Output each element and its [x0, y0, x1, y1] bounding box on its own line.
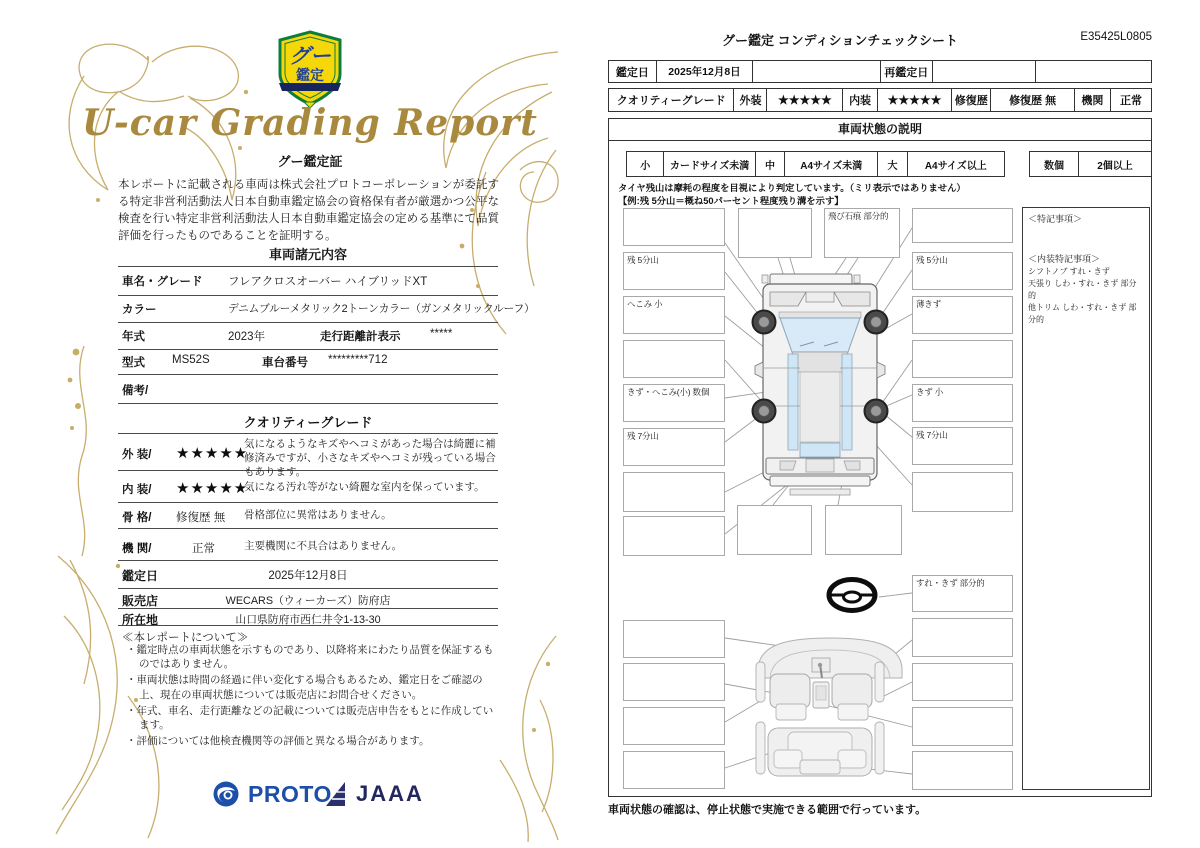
interior-note-line: 天張り しわ・すれ・きず 部分的	[1028, 279, 1137, 300]
certification-paragraph: 本レポートに記載される車両は株式会社プロトコーポレーションが委託する特定非営利活動法人日本自動車鑑定協会の資格保有者が厳選かつ公平な検査を行い特定非営利活動法人日本自動車鑑定協会の定める基準にて品質評価を行ったものであることを証明する。	[118, 179, 499, 243]
grade-engine-label: 機 関/	[122, 543, 152, 555]
spec-value-vin: *********712	[328, 354, 388, 366]
grade-engine-desc: 主要機関に不具合はありません。	[244, 540, 403, 552]
badge-line1: グー	[289, 45, 331, 68]
dealer-value: WECARS（ウィーカーズ）防府店	[225, 595, 391, 607]
empty-cell	[753, 61, 880, 82]
damage-label-left-4	[623, 340, 725, 378]
engine-value-cell: 正常	[1119, 95, 1142, 107]
count-label: 数個	[1030, 152, 1079, 176]
damage-label-right-7	[912, 472, 1013, 512]
interior-label-left-4	[623, 751, 725, 789]
proto-logo	[212, 780, 332, 808]
damage-label-mid-1	[737, 505, 812, 555]
damage-label-left-1	[623, 208, 725, 246]
checksheet-code: E35425L0805	[1080, 31, 1152, 43]
dealer-label: 販売店	[122, 594, 159, 608]
quality-grade-table	[608, 88, 1152, 112]
globe-icon	[212, 780, 240, 808]
interior-note-line: 他トリム しわ・すれ・きず 部分的	[1028, 303, 1137, 324]
special-notes-blank	[1028, 227, 1144, 253]
interior-label-right-4	[912, 751, 1013, 790]
address-value: 山口県防府市西仁井令1-13-30	[235, 614, 381, 626]
exterior-label-cell: 外装	[734, 89, 767, 111]
divider-line	[118, 349, 498, 350]
interior-label-left-3	[623, 707, 725, 745]
spec-label-remarks: 備考/	[122, 385, 149, 397]
interior-label-right-2	[912, 663, 1013, 701]
jaaa-triangle-icon	[324, 780, 348, 808]
grade-interior-desc: 気になる汚れ等がない綺麗な室内を保っています。	[244, 481, 485, 493]
damage-label-right-2: 残 5分山	[912, 252, 1013, 290]
spec-label-odometer: 走行距離計表示	[320, 331, 401, 343]
grade-exterior-desc: 気になるようなキズやヘコミがあった場合は綺麗に補修済みですが、小さなキズやヘコミが残っている場合もあります。	[244, 438, 496, 478]
count-value: 2個以上	[1097, 160, 1133, 172]
damage-label-right-4	[912, 340, 1013, 378]
size-large-value: A4サイズ以上	[924, 160, 987, 172]
size-small-value: カードサイズ未満	[664, 152, 755, 176]
engine-label-cell: 機関	[1075, 89, 1111, 111]
damage-label-right-1	[912, 208, 1013, 243]
divider-line	[118, 608, 498, 609]
size-medium-label: 中	[756, 152, 785, 176]
special-notes-panel	[1022, 207, 1150, 790]
inspection-date-value: 2025年12月8日	[268, 570, 348, 582]
spec-value-model: フレアクロスオーバー ハイブリッドXT	[228, 276, 428, 288]
damage-label-top-2: 飛び石痕 部分的	[824, 208, 900, 258]
spec-label-year: 年式	[122, 331, 145, 343]
empty-cell	[933, 61, 1036, 82]
grade-section-title: クオリティーグレード	[243, 415, 373, 430]
damage-label-left-5: きず・へこみ(小) 数個	[623, 384, 725, 422]
tire-note-line1: タイヤ残山は摩耗の程度を目視により判定しています。（ミリ表示ではありません）	[618, 183, 966, 193]
damage-label-left-3: へこみ 小	[623, 296, 725, 334]
spec-value-type: MS52S	[172, 354, 210, 366]
steering-wheel-icon	[829, 580, 875, 611]
about-bullet: ・車両状態は時間の経過に伴い変化する場合もあるため、鑑定日をご確認の上、現在の車両状態については販売店にお問合せください。	[126, 675, 483, 701]
divider-line	[118, 560, 498, 561]
damage-label-left-8	[623, 516, 725, 556]
spec-value-year: 2023年	[228, 331, 266, 343]
damage-label-top-1	[738, 208, 812, 258]
interior-label-left-2	[623, 663, 725, 701]
grade-frame-desc: 骨格部位に異常はありません。	[244, 509, 392, 521]
grade-interior-stars: ★★★★★	[176, 480, 249, 497]
checksheet-title: グー鑑定 コンディションチェックシート	[722, 33, 958, 48]
repair-label-cell: 修復歴	[952, 89, 991, 111]
about-bullet: ・年式、車名、走行距離などの記載については販売店申告をもとに作成しています。	[126, 705, 494, 731]
divider-line	[118, 322, 498, 323]
date-label-cell: 鑑定日	[609, 61, 657, 82]
redate-label-cell: 再鑑定日	[881, 61, 934, 82]
damage-label-left-6: 残 7分山	[623, 428, 725, 466]
address-label: 所在地	[122, 613, 159, 627]
date-table	[608, 60, 1152, 83]
proto-logo-text: PROTO	[248, 780, 332, 807]
jaaa-logo-text: JAAA	[356, 781, 424, 806]
divider-line	[118, 403, 498, 404]
grade-frame-value: 修復歴 無	[176, 512, 226, 524]
interior-label-right-3	[912, 707, 1013, 746]
interior-label-cell: 内装	[843, 89, 878, 111]
exterior-stars-cell: ★★★★★	[767, 89, 843, 111]
spec-value-odometer: *****	[430, 328, 453, 340]
spec-label-vin: 車台番号	[262, 357, 308, 369]
damage-label-left-2: 残 5分山	[623, 252, 725, 290]
steering-damage-label: すれ・きず 部分的	[912, 575, 1013, 612]
car-top-view-diagram	[753, 274, 888, 495]
about-bullet: ・評価については他検査機関等の評価と異なる場合があります。	[126, 736, 430, 748]
spec-label-model: 車名・グレード	[122, 276, 203, 288]
condition-section-title: 車両状態の説明	[608, 118, 1152, 141]
divider-line	[118, 295, 498, 296]
about-bullet: ・鑑定時点の車両状態を示すものであり、以降将来にわたり品質を保証するものではありません。	[126, 645, 494, 671]
grade-title-cell: クオリティーグレード	[609, 89, 734, 111]
damage-label-right-5: きず 小	[912, 384, 1013, 422]
divider-line	[118, 528, 498, 529]
spec-label-type: 型式	[122, 357, 145, 369]
interior-note-line: シフトノブ すれ・きず	[1028, 267, 1110, 276]
car-interior-diagram	[756, 638, 902, 776]
damage-label-right-3: 薄きず	[912, 296, 1013, 334]
grade-engine-value: 正常	[192, 543, 215, 555]
empty-cell	[1036, 61, 1151, 82]
size-small-label: 小	[627, 152, 664, 176]
interior-label-right-1	[912, 618, 1013, 657]
grade-interior-label: 内 装/	[122, 484, 152, 496]
grade-frame-label: 骨 格/	[122, 512, 152, 524]
damage-label-right-6: 残 7分山	[912, 427, 1013, 465]
divider-line	[118, 502, 498, 503]
report-title: U-car Grading Report	[82, 102, 538, 144]
about-bullets	[126, 644, 500, 751]
spec-label-color: カラー	[122, 304, 157, 316]
tire-note-line2: 【例:残 5分山＝概ね50パーセント程度残り溝を示す】	[618, 195, 844, 206]
grade-exterior-stars: ★★★★★	[176, 445, 249, 462]
about-title: ≪本レポートについて≫	[122, 632, 249, 644]
damage-label-mid-2	[825, 505, 902, 555]
divider-line	[118, 266, 498, 267]
divider-line	[118, 433, 498, 434]
jaaa-logo	[324, 780, 424, 808]
damage-label-left-7	[623, 472, 725, 512]
divider-line	[118, 588, 498, 589]
interior-stars-cell: ★★★★★	[878, 89, 952, 111]
spec-value-color: デニムブルーメタリック2トーンカラー（ガンメタリックルーフ）	[228, 303, 535, 315]
spec-section-title: 車両諸元内容	[268, 247, 347, 262]
size-medium-value: A4サイズ未満	[785, 152, 878, 176]
checksheet-footer-note: 車両状態の確認は、停止状態で実施できる範囲で行っています。	[608, 804, 927, 816]
grade-exterior-label: 外 装/	[122, 449, 152, 461]
date-value-cell: 2025年12月8日	[657, 61, 754, 82]
report-subtitle: グー鑑定証	[277, 154, 343, 169]
interior-notes-title: ＜内装特記事項＞	[1028, 253, 1101, 264]
badge-line2: 鑑定	[296, 67, 324, 83]
interior-label-left-1	[623, 620, 725, 658]
repair-value-cell: 修復歴 無	[991, 89, 1074, 111]
inspection-date-label: 鑑定日	[122, 569, 159, 583]
special-notes-title: ＜特記事項＞	[1028, 214, 1083, 224]
size-large-label: 大	[878, 152, 907, 176]
divider-line	[118, 374, 498, 375]
goo-kantei-badge-icon	[274, 30, 346, 108]
